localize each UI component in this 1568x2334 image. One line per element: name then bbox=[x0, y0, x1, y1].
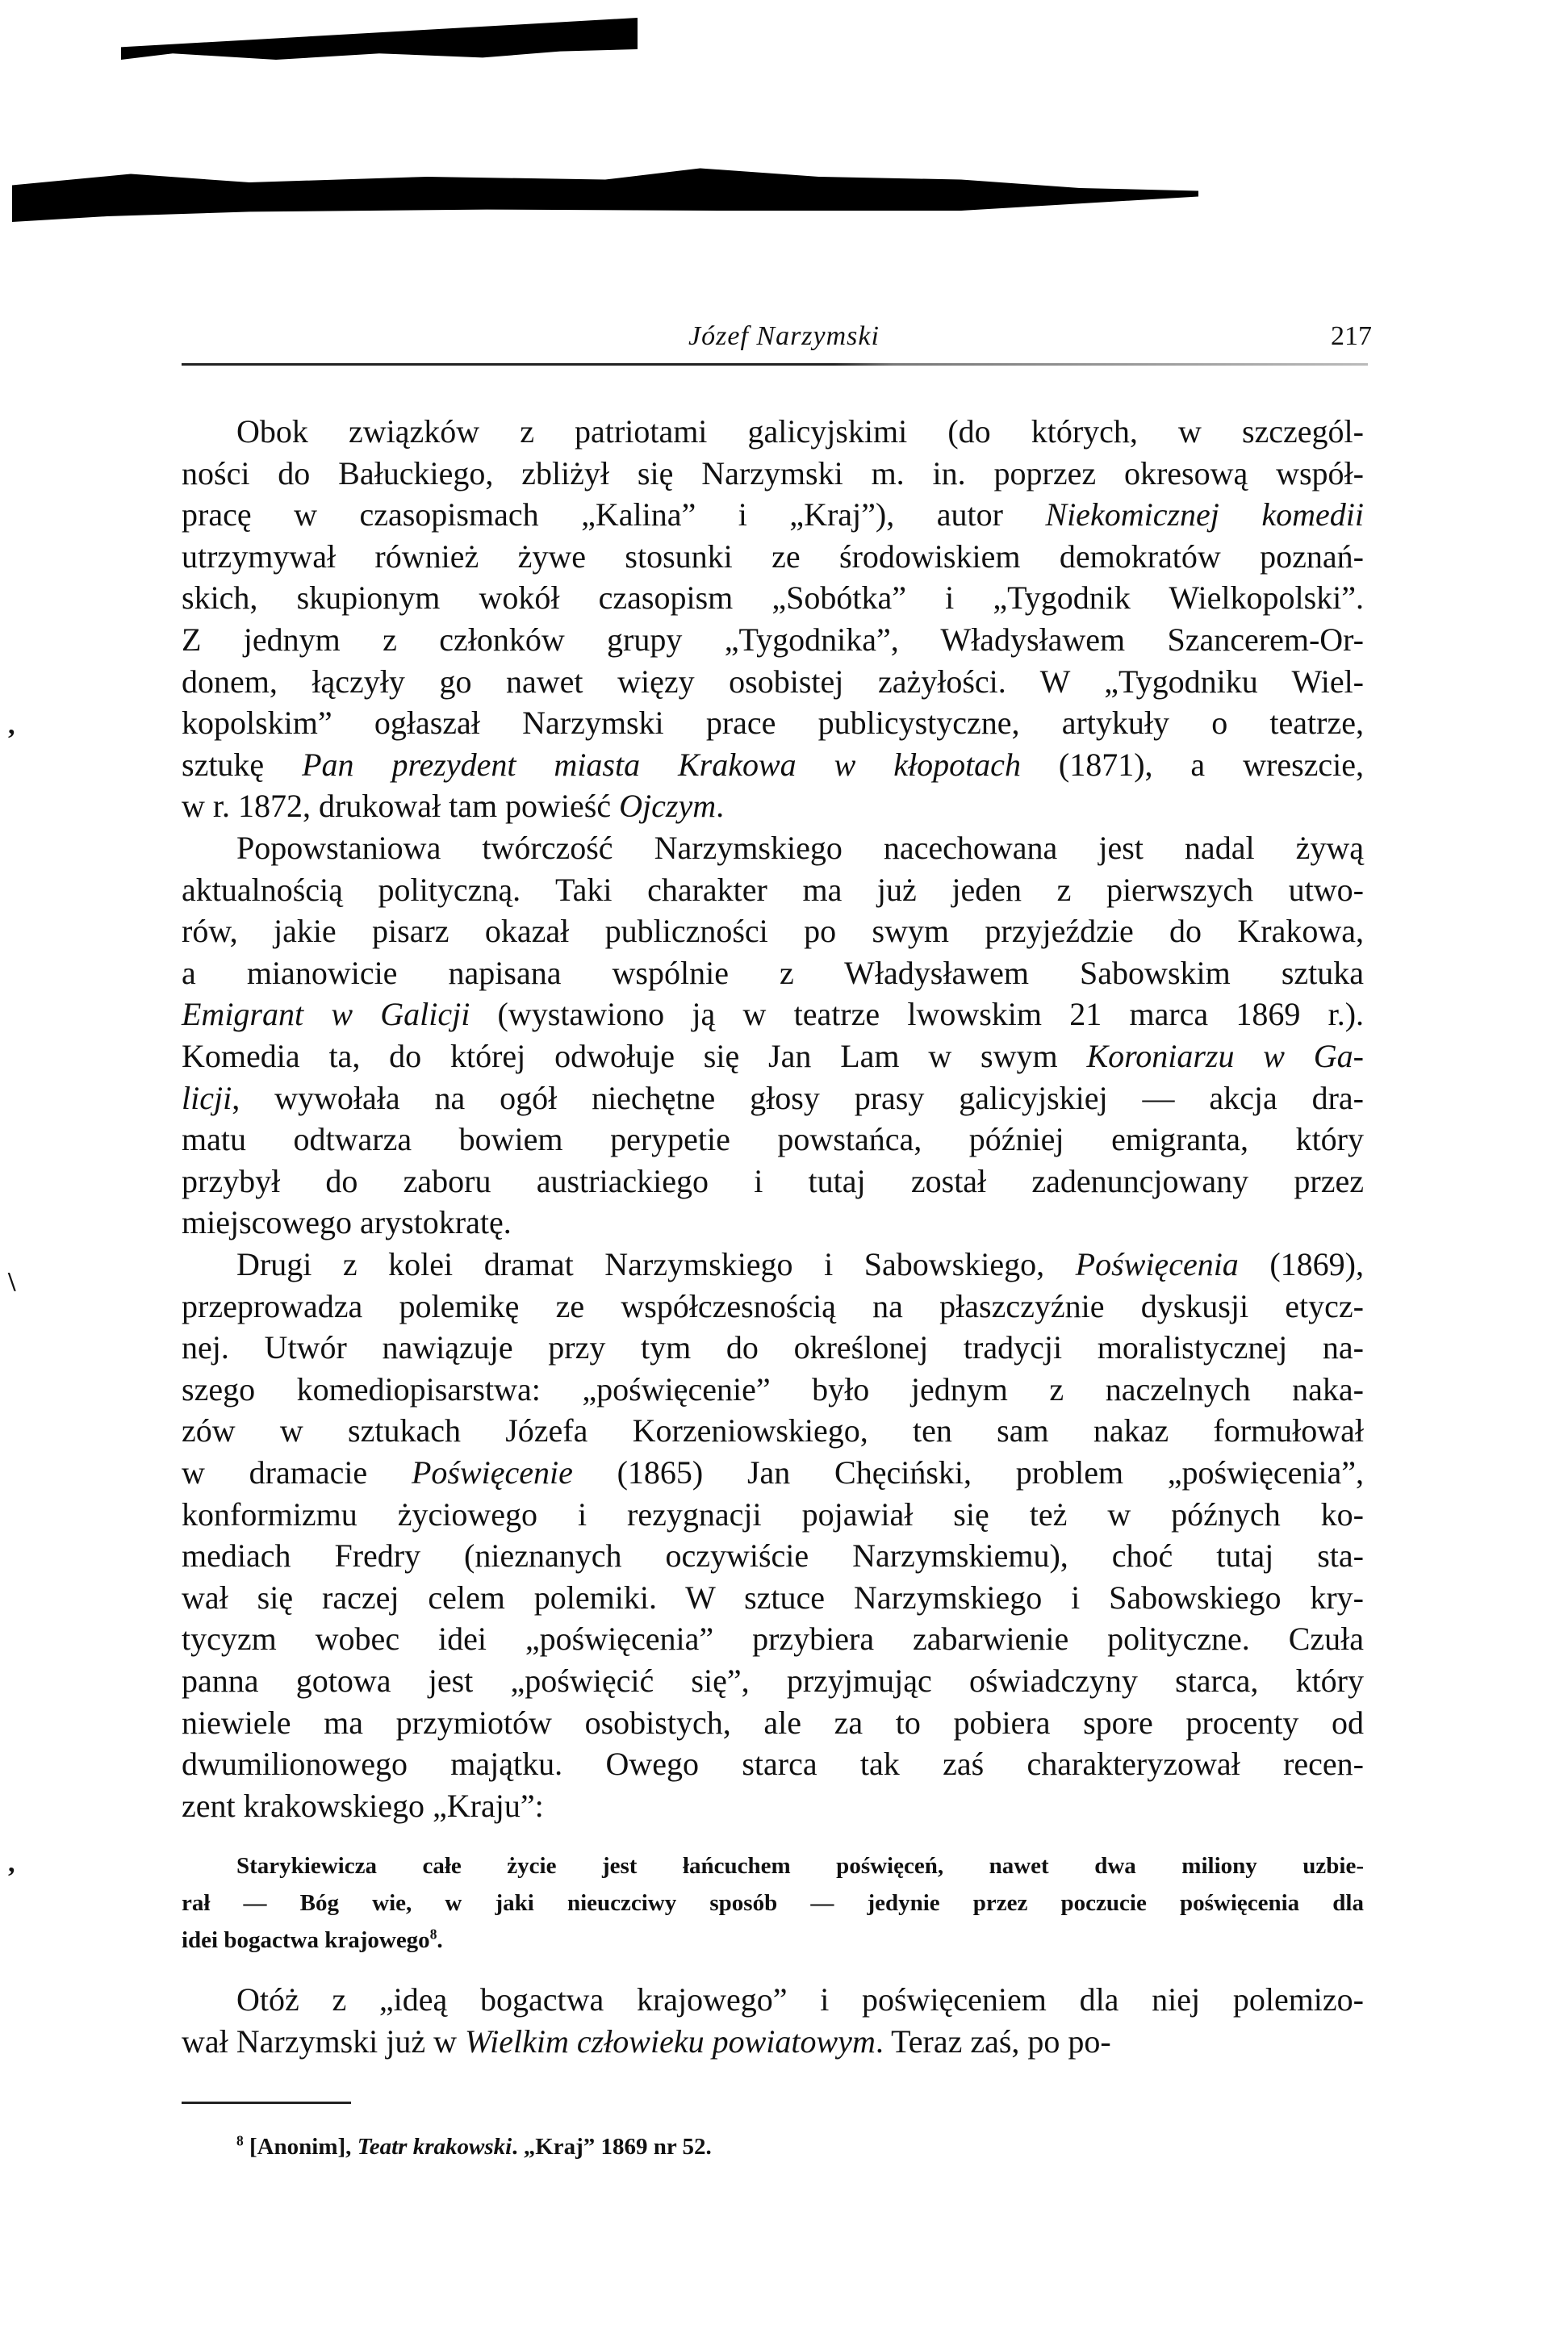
text-run: Otóż z „ideą bogactwa krajowego” i poświęceniem dla niej polemizo- bbox=[236, 1981, 1364, 2018]
text-line bbox=[182, 1077, 1364, 1119]
text-run: ności do Bałuckiego, zbliżył się Narzymski m. in. poprzez okresową współ- bbox=[182, 454, 1364, 491]
text-run: panna gotowa jest „poświęcić się”, przyjmując oświadczyny starca, który bbox=[182, 1663, 1364, 1699]
text-run: mediach Fredry (nieznanych oczywiście Narzymskiemu), choć tutaj sta- bbox=[182, 1537, 1364, 1575]
margin-mark: , bbox=[8, 710, 15, 740]
text-run: utrzymywał również żywe stosunki ze środowiskiem demokratów poznań- bbox=[182, 537, 1364, 575]
quote-line bbox=[182, 1922, 1364, 1959]
text-line bbox=[182, 1035, 1364, 1077]
text-run: tycyzm wobec idei „poświęcenia” przybiera zabarwienie polityczne. Czuła bbox=[182, 1621, 1364, 1658]
footnote bbox=[236, 2131, 712, 2163]
italic-title: Poświęcenie bbox=[411, 1454, 573, 1491]
text-line bbox=[182, 785, 1364, 827]
header-rule bbox=[182, 363, 1368, 366]
italic-title: Koroniarzu w Ga- bbox=[1086, 1038, 1364, 1074]
text-line bbox=[182, 1119, 1364, 1161]
text-run: przeprowadza polemikę ze współczesnością na płaszczyźnie dyskusji etycz- bbox=[182, 1287, 1364, 1324]
text-run: wał Narzymski już w bbox=[182, 2023, 466, 2060]
text-run: (1865) Jan Chęciński, problem „poświęcenia”, bbox=[572, 1454, 1364, 1491]
margin-mark: \ bbox=[8, 1267, 16, 1297]
text-line bbox=[182, 1979, 1364, 2021]
text-line bbox=[182, 1244, 1364, 1286]
text-run: a mianowicie napisana wspólnie z Władysławem Sabowskim sztuka bbox=[182, 954, 1364, 991]
text-line bbox=[182, 1494, 1364, 1536]
text-run: szego komediopisarstwa: „poświęcenie” było jednym z naczelnych naka- bbox=[182, 1370, 1364, 1408]
footnote-marker: 8 bbox=[236, 2132, 244, 2149]
text-run: Drugi z kolei dramat Narzymskiego i Sabowskiego, bbox=[236, 1246, 1076, 1282]
text-run: . bbox=[716, 788, 725, 825]
text-run: kopolskim” ogłaszał Narzymski prace publicystyczne, artykuły o teatrze, bbox=[182, 705, 1364, 742]
text-line bbox=[182, 1410, 1364, 1452]
text-run: . „Kraj” 1869 nr 52. bbox=[512, 2134, 712, 2160]
text-line bbox=[182, 1618, 1364, 1660]
text-run: . Teraz zaś, po po- bbox=[875, 2023, 1111, 2060]
text-run: (wystawiono ją w teatrze lwowskim 21 marca 1869 r.). bbox=[470, 996, 1365, 1033]
text-line bbox=[182, 453, 1364, 495]
text-line bbox=[182, 577, 1364, 619]
text-run: w r. 1872, drukował tam powieść bbox=[182, 788, 620, 825]
text-run: konformizmu życiowego i rezygnacji pojawiał się też w późnych ko- bbox=[182, 1495, 1364, 1533]
running-head-title: Józef Narzymski bbox=[688, 321, 880, 351]
text-line bbox=[182, 1743, 1364, 1785]
text-run: niewiele ma przymiotów osobistych, ale za to pobiera spore procenty od bbox=[182, 1704, 1364, 1741]
text-line bbox=[182, 411, 1364, 453]
text-line bbox=[182, 702, 1364, 744]
text-run: Popowstaniowa twórczość Narzymskiego nacechowana jest nadal żywą bbox=[236, 830, 1364, 866]
text-line bbox=[182, 536, 1364, 578]
text-run: nej. Utwór nawiązuje przy tym do określonej tradycji moralistycznej na- bbox=[182, 1329, 1364, 1366]
text-run: aktualnością polityczną. Taki charakter ma już jeden z pierwszych utwo- bbox=[182, 871, 1364, 908]
text-run: skich, skupionym wokół czasopism „Sobótka” i „Tygodnik Wielkopolski”. bbox=[182, 579, 1364, 617]
text-line bbox=[182, 619, 1364, 661]
text-line bbox=[182, 993, 1364, 1035]
text-run: , wywołała na ogół niechętne głosy prasy galicyjskiej — akcja dra- bbox=[232, 1079, 1364, 1116]
italic-title: Poświęcenia bbox=[1075, 1246, 1239, 1282]
quote-line bbox=[182, 1884, 1364, 1922]
text-line bbox=[182, 1327, 1364, 1369]
text-line bbox=[182, 1286, 1364, 1328]
quote-line bbox=[182, 1847, 1364, 1884]
text-run: idei bogactwa krajowego bbox=[182, 1927, 430, 1953]
text-run: (1871), a wreszcie, bbox=[1020, 746, 1365, 783]
text-run: Starykiewicza całe życie jest łańcuchem poświęceń, nawet dwa miliony uzbie- bbox=[236, 1853, 1364, 1879]
text-line bbox=[182, 869, 1364, 911]
margin-mark: , bbox=[8, 1848, 15, 1878]
text-run: zent krakowskiego „Kraju”: bbox=[182, 1787, 544, 1824]
italic-title: Niekomicznej komedii bbox=[1045, 496, 1364, 533]
text-line bbox=[182, 1660, 1364, 1702]
text-run: przybył do zaboru austriackiego i tutaj został zadenuncjowany przez bbox=[182, 1162, 1364, 1199]
text-line bbox=[182, 952, 1364, 994]
italic-title: Ojczym bbox=[619, 788, 717, 825]
text-line bbox=[182, 1161, 1364, 1203]
text-run: miejscowego arystokratę. bbox=[182, 1204, 512, 1241]
text-run: rów, jakie pisarz okazał publiczności po swym przyjeździe do Krakowa, bbox=[182, 913, 1364, 950]
text-run: matu odtwarza bowiem perypetie powstańca, później emigranta, który bbox=[182, 1121, 1364, 1158]
scan-artifact-edge bbox=[12, 165, 1198, 222]
text-run: sztukę bbox=[182, 746, 303, 783]
text-run: w dramacie bbox=[182, 1454, 412, 1491]
italic-title: Teatr krakowski bbox=[357, 2134, 512, 2160]
text-line bbox=[182, 1202, 1364, 1244]
text-run: Komedia ta, do której odwołuje się Jan Lam w swym bbox=[182, 1038, 1087, 1074]
text-run: Z jednym z członków grupy „Tygodnika”, Władysławem Szancerem-Or- bbox=[182, 621, 1364, 658]
text-line bbox=[182, 1535, 1364, 1577]
text-run: (1869), bbox=[1238, 1246, 1364, 1282]
footnote-reference: 8 bbox=[429, 1926, 437, 1943]
scan-artifact-top bbox=[121, 18, 638, 60]
page-number: 217 bbox=[1331, 321, 1372, 351]
text-line bbox=[182, 1702, 1364, 1744]
text-line bbox=[182, 1452, 1364, 1494]
text-line bbox=[182, 1577, 1364, 1619]
text-line bbox=[182, 661, 1364, 703]
text-run: dwumilionowego majątku. Owego starca tak zaś charakteryzował recen- bbox=[182, 1746, 1364, 1783]
text-run: pracę w czasopismach „Kalina” i „Kraj”), autor bbox=[182, 496, 1046, 533]
italic-title: Emigrant w Galicji bbox=[182, 996, 470, 1033]
text-line bbox=[182, 910, 1364, 952]
text-line bbox=[182, 2021, 1364, 2063]
text-run: Obok związków z patriotami galicyjskimi (do których, w szczegól- bbox=[236, 413, 1364, 450]
text-run: . bbox=[437, 1927, 443, 1953]
footnote-rule bbox=[182, 2102, 351, 2104]
text-line bbox=[182, 744, 1364, 786]
text-run: [Anonim], bbox=[243, 2134, 358, 2160]
text-line bbox=[182, 1369, 1364, 1411]
text-line bbox=[182, 827, 1364, 869]
text-run: rał — Bóg wie, w jaki nieuczciwy sposób — jedynie przez poczucie poświęcenia dla bbox=[182, 1890, 1364, 1916]
text-run: wał się raczej celem polemiki. W sztuce Narzymskiego i Sabowskiego kry- bbox=[182, 1579, 1364, 1616]
italic-title: Pan prezydent miasta Krakowa w kłopotach bbox=[302, 746, 1021, 783]
italic-title: licji bbox=[182, 1079, 232, 1116]
italic-title: Wielkim człowieku powiatowym bbox=[465, 2023, 876, 2060]
text-run: donem, łączyły go nawet więzy osobistej zażyłości. W „Tygodniku Wiel- bbox=[182, 663, 1364, 700]
text-line bbox=[182, 1785, 1364, 1827]
text-run: zów w sztukach Józefa Korzeniowskiego, ten sam nakaz formułował bbox=[182, 1412, 1364, 1449]
text-line bbox=[182, 494, 1364, 536]
